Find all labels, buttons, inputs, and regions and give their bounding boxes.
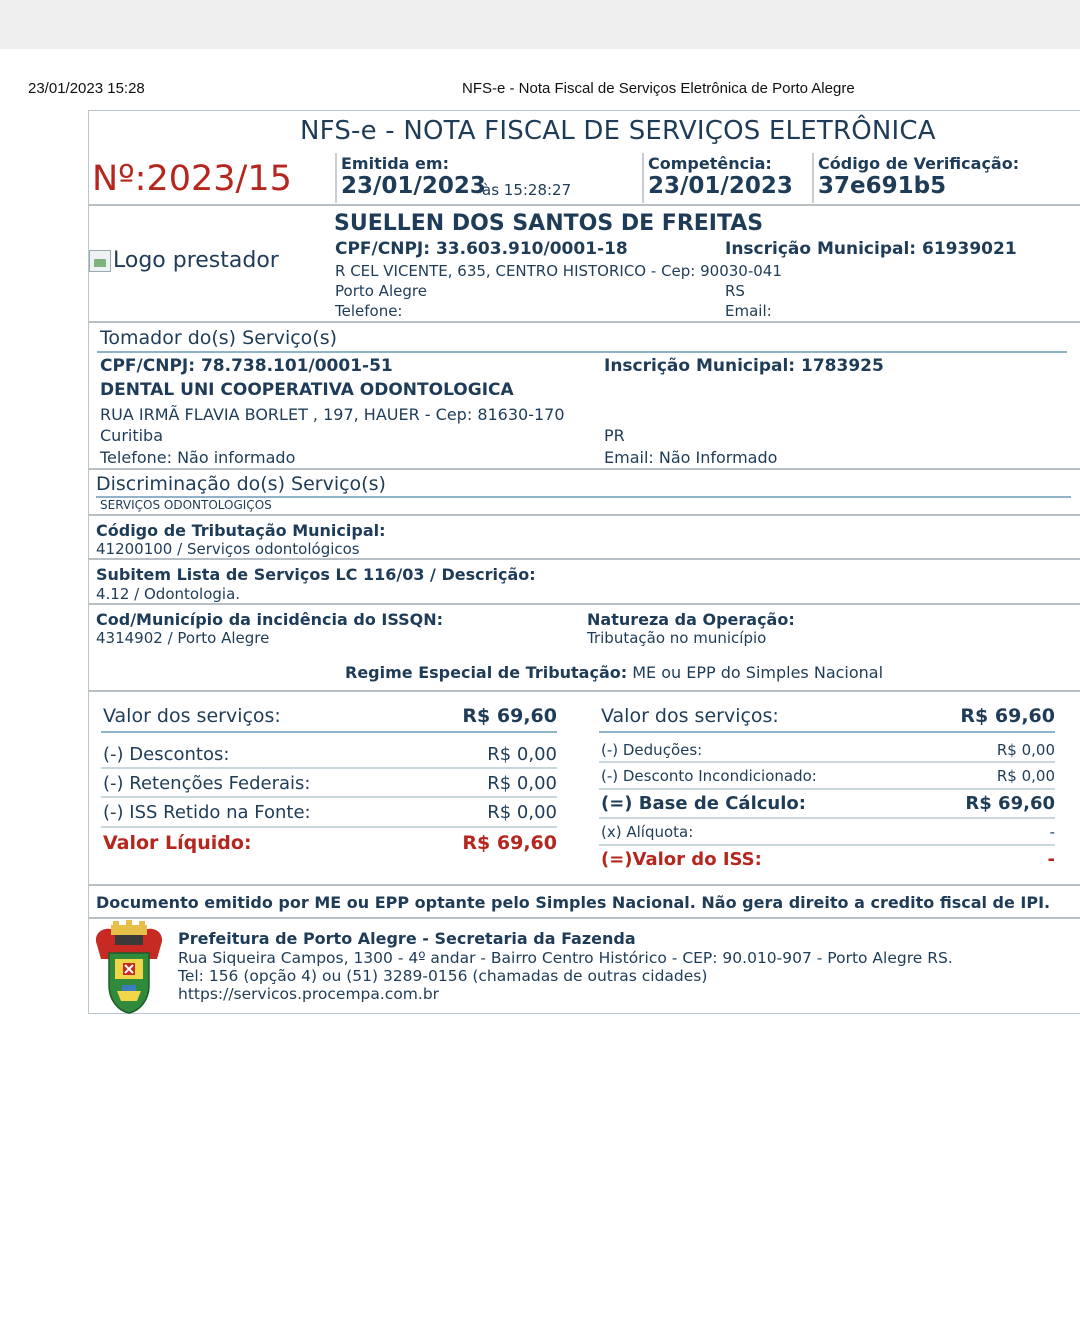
- base-calculo-value: R$ 69,60: [965, 793, 1055, 814]
- document-title: NFS-e - NOTA FISCAL DE SERVIÇOS ELETRÔNICA: [300, 116, 936, 146]
- prestador-name: SUELLEN DOS SANTOS DE FREITAS: [334, 211, 764, 236]
- left-valor-servicos-value: R$ 69,60: [462, 705, 557, 727]
- simples-nacional-notice: Documento emitido por ME ou EPP optante pelo Simples Nacional. Não gera direito a credito fiscal de IPI.: [96, 893, 1051, 912]
- tomador-inscricao: Inscrição Municipal: 1783925: [604, 356, 884, 376]
- retencoes-federais-label: (-) Retenções Federais:: [103, 773, 311, 794]
- print-page-title: NFS-e - Nota Fiscal de Serviços Eletrônica de Porto Alegre: [462, 80, 855, 97]
- natureza-operacao-label: Natureza da Operação:: [587, 610, 795, 629]
- iss-retido-label: (-) ISS Retido na Fonte:: [103, 802, 311, 823]
- divider: [89, 884, 1080, 886]
- desconto-incondicionado-value: R$ 0,00: [996, 767, 1055, 785]
- tomador-address: RUA IRMÃ FLAVIA BORLET , 197, HAUER - Cep: 81630-170: [100, 405, 565, 424]
- prestador-telefone: Telefone:: [335, 302, 403, 320]
- iss-retido-value: R$ 0,00: [487, 802, 557, 823]
- section-underline: [97, 351, 1067, 353]
- subitem-value: 4.12 / Odontologia.: [96, 585, 241, 603]
- tomador-cpf-cnpj: CPF/CNPJ: 78.738.101/0001-51: [100, 356, 393, 376]
- municipio-incidencia-value: 4314902 / Porto Alegre: [96, 629, 270, 647]
- emitida-time: às 15:28:27: [482, 181, 572, 199]
- right-valor-servicos-label: Valor dos serviços:: [601, 705, 779, 727]
- logo-alt-text: Logo prestador: [113, 248, 279, 273]
- subitem-label: Subitem Lista de Serviços LC 116/03 / Descrição:: [96, 565, 536, 584]
- broken-image-icon: [89, 250, 111, 272]
- header-divider: [812, 153, 814, 203]
- regime-label: Regime Especial de Tributação:: [345, 663, 628, 682]
- header-divider: [335, 153, 337, 203]
- emitida-date: 23/01/2023: [341, 173, 486, 199]
- emitida-label: Emitida em:: [341, 154, 449, 173]
- regime-value: ME ou EPP do Simples Nacional: [632, 663, 884, 682]
- divider: [89, 603, 1080, 605]
- divider: [89, 321, 1080, 323]
- regime-especial: [345, 663, 883, 682]
- row-underline: [599, 761, 1055, 763]
- codigo-verificacao-value: 37e691b5: [818, 173, 947, 199]
- discriminacao-section-title: Discriminação do(s) Serviço(s): [96, 473, 386, 495]
- row-underline: [101, 826, 557, 828]
- competencia-label: Competência:: [648, 154, 772, 173]
- prestador-state: RS: [725, 282, 745, 300]
- tomador-telefone: Telefone: Não informado: [100, 448, 296, 467]
- row-underline: [101, 767, 557, 769]
- valor-iss-value: -: [1047, 849, 1055, 870]
- codigo-tributacao-label: Código de Tributação Municipal:: [96, 521, 386, 540]
- retencoes-federais-value: R$ 0,00: [487, 773, 557, 794]
- left-valor-servicos-label: Valor dos serviços:: [103, 705, 281, 727]
- divider: [89, 468, 1080, 470]
- competencia-value: 23/01/2023: [648, 173, 793, 199]
- row-underline: [599, 817, 1055, 819]
- divider: [89, 514, 1080, 516]
- aliquota-value: -: [1049, 823, 1055, 841]
- prestador-address: R CEL VICENTE, 635, CENTRO HISTORICO - Cep: 90030-041: [335, 262, 782, 280]
- nota-number: Nº:2023/15: [92, 159, 292, 199]
- porto-alegre-crest-icon: [91, 919, 167, 1015]
- row-underline: [599, 788, 1055, 790]
- base-calculo-label: (=) Base de Cálculo:: [601, 793, 806, 814]
- divider: [89, 690, 1080, 692]
- row-underline: [101, 731, 557, 733]
- browser-top-bar: [0, 0, 1080, 49]
- discriminacao-text: SERVIÇOS ODONTOLOGIÇOS: [100, 498, 272, 512]
- prefeitura-address: Rua Siqueira Campos, 1300 - 4º andar - Bairro Centro Histórico - CEP: 90.010-907 - Porto Alegre RS.: [178, 949, 953, 967]
- codigo-tributacao-value: 41200100 / Serviços odontológicos: [96, 540, 360, 558]
- divider: [89, 204, 1080, 206]
- tomador-city: Curitiba: [100, 426, 164, 445]
- right-valor-servicos-value: R$ 69,60: [960, 705, 1055, 727]
- tomador-state: PR: [604, 426, 625, 445]
- valor-iss-label: (=)Valor do ISS:: [601, 849, 762, 870]
- valor-liquido-value: R$ 69,60: [462, 832, 557, 854]
- codigo-verificacao-label: Código de Verificação:: [818, 154, 1020, 173]
- row-underline: [599, 844, 1055, 846]
- valor-liquido-label: Valor Líquido:: [103, 832, 252, 854]
- prestador-city: Porto Alegre: [335, 282, 427, 300]
- prestador-email: Email:: [725, 302, 772, 320]
- municipio-incidencia-label: Cod/Município da incidência do ISSQN:: [96, 610, 444, 629]
- natureza-operacao-value: Tributação no município: [587, 629, 767, 647]
- prefeitura-name: Prefeitura de Porto Alegre - Secretaria da Fazenda: [178, 929, 636, 948]
- tomador-name: DENTAL UNI COOPERATIVA ODONTOLOGICA: [100, 380, 514, 400]
- header-divider: [642, 153, 644, 203]
- prefeitura-url[interactable]: https://servicos.procempa.com.br: [178, 985, 440, 1003]
- deducoes-value: R$ 0,00: [996, 741, 1055, 759]
- descontos-label: (-) Descontos:: [103, 744, 230, 765]
- nfse-document: [88, 110, 1080, 1014]
- descontos-value: R$ 0,00: [487, 744, 557, 765]
- tomador-email: Email: Não Informado: [604, 448, 778, 467]
- aliquota-label: (x) Alíquota:: [601, 823, 694, 841]
- divider: [89, 917, 1080, 919]
- tomador-section-title: Tomador do(s) Serviço(s): [100, 327, 338, 349]
- prestador-inscricao: Inscrição Municipal: 61939021: [725, 239, 1017, 259]
- row-underline: [101, 796, 557, 798]
- print-date: 23/01/2023 15:28: [28, 80, 145, 97]
- divider: [89, 558, 1080, 560]
- prestador-logo: [89, 248, 279, 273]
- prestador-cpf-cnpj: CPF/CNPJ: 33.603.910/0001-18: [335, 239, 628, 259]
- desconto-incondicionado-label: (-) Desconto Incondicionado:: [601, 767, 817, 785]
- prefeitura-tel: Tel: 156 (opção 4) ou (51) 3289-0156 (chamadas de outras cidades): [178, 967, 708, 985]
- row-underline: [599, 731, 1055, 733]
- deducoes-label: (-) Deduções:: [601, 741, 703, 759]
